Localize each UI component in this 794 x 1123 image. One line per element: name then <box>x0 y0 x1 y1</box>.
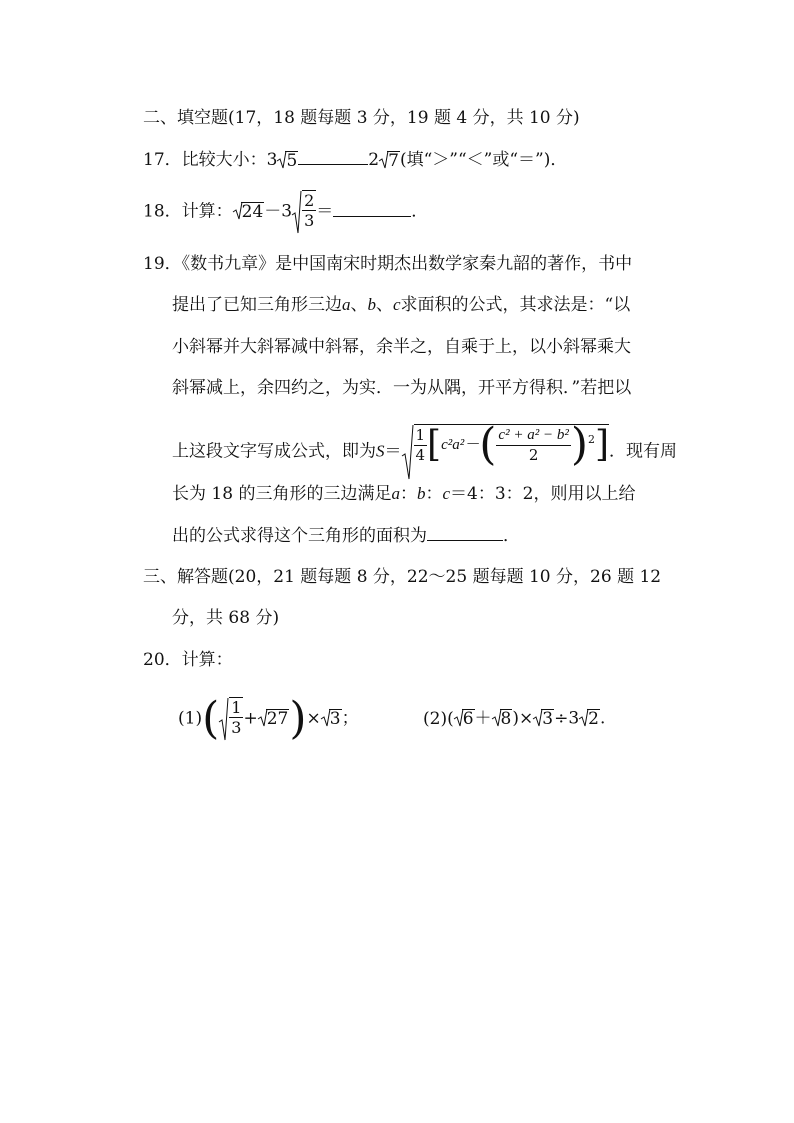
formula-inner-den: 2 <box>528 445 539 464</box>
q20-part-2: (2)( 6＋ 8)× 3÷3 2. <box>423 708 606 729</box>
q19-line-5: 上这段文字写成公式，即为S＝ $\frac{1}{4}$ [c²a²－( $\frac{\text{c² + a² − b²}}{2}$ )$^2$]．现有周 <box>172 424 677 480</box>
q20-p2-radical-6: 6 <box>454 708 475 730</box>
q18-answer-blank[interactable] <box>333 200 411 217</box>
section-2-header: 二、填空题(17，18 题每题 3 分，19 题 4 分，共 10 分) <box>143 108 580 128</box>
q19-line-7: 出的公式求得这个三角形的面积为 ． <box>172 526 520 546</box>
section-3-header-line-1: 三、解答题(20，21 题每题 8 分，22～25 题每题 10 分，26 题 12 <box>143 567 662 587</box>
q19-line-2: 提出了已知三角形三边a、b、c求面积的公式，其求法是：“以 <box>172 295 631 315</box>
q19-line-6: 长为 18 的三角形的三边满足a：b：c＝4：3：2，则用以上给 <box>172 484 636 504</box>
q17-left-coef: 3 <box>266 150 278 170</box>
q20-p1-radical-27: 27 <box>258 708 290 730</box>
q20-p1-radical-3: 3 <box>321 708 342 730</box>
q17-label: 17．比较大小： <box>143 150 267 170</box>
question-17 <box>143 148 567 172</box>
q18-label: 18．计算： <box>143 201 233 222</box>
q19-answer-blank[interactable] <box>427 524 503 541</box>
q20-p1-radical-fraction: $\frac{1}{3}$ <box>219 697 243 741</box>
q19-line-1: 19．《数书九章》是中国南宋时期杰出数学家秦九韶的著作，书中 <box>143 254 633 274</box>
q18-frac-den: 3 <box>304 211 315 230</box>
q18-minus-coef: －3 <box>264 201 293 222</box>
q20-part-1: (1)( $\frac{1}{3}$ + 27)× 3； <box>178 693 359 744</box>
q18-radical-24: 24 <box>233 201 265 223</box>
q18-frac-num: 2 <box>304 191 315 210</box>
q20-p2-radical-2: 2 <box>579 708 600 730</box>
section-3-header-line-2: 分，共 68 分) <box>172 608 280 628</box>
q17-right-coef: 2 <box>368 150 380 170</box>
q18-radical-fraction <box>292 190 316 234</box>
q17-answer-blank[interactable] <box>298 148 368 165</box>
q18-equals: ＝ <box>316 201 334 222</box>
q17-left-radical: 5 <box>277 150 298 172</box>
q20-p2-radical-3: 3 <box>533 708 554 730</box>
question-18 <box>143 190 428 234</box>
q17-right-radical: 7 <box>379 150 400 172</box>
question-20-label: 20．计算： <box>143 650 233 670</box>
q17-suffix: (填“＞”“＜”或“＝”)． <box>399 150 568 170</box>
heron-formula-radical: $\frac{1}{4}$ [c²a²－( $\frac{\text{c² + a² − b²}}{2}$ )$^2$] <box>402 424 610 480</box>
q20-p2-radical-8: 8 <box>492 708 513 730</box>
formula-s: S <box>376 441 385 461</box>
q19-line-3: 小斜幂并大斜幂减中斜幂，余半之，自乘于上，以小斜幂乘大 <box>172 337 631 357</box>
formula-c2a2: c²a²－ <box>441 437 480 453</box>
formula-inner-num: c² + a² − b² <box>496 426 570 446</box>
q18-end: ． <box>411 201 429 222</box>
q19-line-4: 斜幂减上，余四约之，为实．一为从隅，开平方得积．”若把以 <box>172 378 632 398</box>
